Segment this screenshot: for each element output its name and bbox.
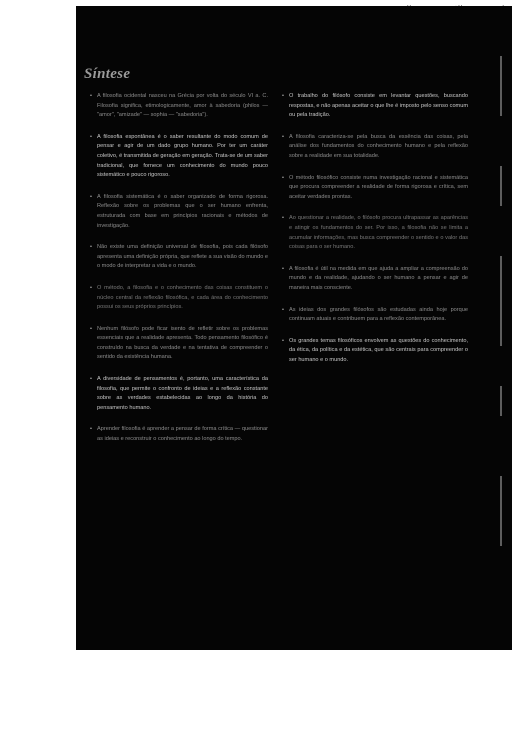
- paragraph: • O método filosófico consiste numa investigação racional e sistemática que procura compreender a realidade de forma rigorosa e crítica, sem aceitar verdades prontas.: [282, 174, 468, 203]
- paragraph: • O trabalho do filósofo consiste em levantar questões, buscando respostas, e não apenas aceitar o que lhe é imposto pelo senso comum ou pela tradição.: [282, 92, 468, 121]
- scan-edge-artifact: [500, 386, 502, 416]
- paragraph: • A diversidade de pensamentos é, portanto, uma característica da filosofia, que permite o confronto de ideias e a reflexão constante sobre as verdades estabelecidas ao longo da história do pensamento humano.: [90, 375, 268, 413]
- scan-edge-artifact: [500, 56, 502, 116]
- paragraph: • A filosofia espontânea é o saber resultante do modo comum de pensar e agir de um dado grupo humano. Por ter um caráter coletivo, é transmitida de geração em geração. Trata-se de um saber tradicional, que fornece um conhecimento do mundo pouco sistemático e pouco rigoroso.: [90, 133, 268, 181]
- paragraph: • Os grandes temas filosóficos envolvem as questões do conhecimento, da ética, da política e da estética, que são centrais para compreender o ser humano e o mundo.: [282, 337, 468, 366]
- scan-edge-artifact: [500, 166, 502, 206]
- paragraph: • A filosofia ocidental nasceu na Grécia por volta do século VI a. C. Filosofia significa, etimologicamente, amor à sabedoria (philos — "amor", "amizade" — sophia — "sabedoria").: [90, 92, 268, 121]
- paragraph: • A filosofia caracteriza-se pela busca da essência das coisas, pela análise dos fundamentos do conhecimento humano e pela reflexão sobre a realidade em sua totalidade.: [282, 133, 468, 162]
- left-column: [90, 92, 268, 457]
- scan-edge-artifact: [500, 476, 502, 546]
- paragraph: • As ideias dos grandes filósofos são estudadas ainda hoje porque continuam atuais e contribuem para a reflexão contemporânea.: [282, 306, 468, 325]
- right-column: [282, 92, 468, 377]
- paragraph: • Não existe uma definição universal de filosofia, pois cada filósofo apresenta uma definição própria, que reflete a sua visão do mundo e o modo de interpretar a vida e o mundo.: [90, 243, 268, 272]
- scan-edge-artifact: [500, 256, 502, 346]
- paragraph: • Aprender filosofia é aprender a pensar de forma crítica — questionar as ideias e reconstruir o conhecimento ao longo do tempo.: [90, 425, 268, 444]
- paragraph: • A filosofia sistemática é o saber organizado de forma rigorosa. Reflexão sobre os problemas que o ser humano enfrenta, estruturada com base em princípios racionais e métodos de investigação.: [90, 193, 268, 231]
- page-heading: Síntese: [84, 66, 131, 82]
- paragraph: • Nenhum filósofo pode ficar isento de refletir sobre os problemas essenciais que a realidade apresenta. Todo pensamento filosófico é construído na busca da verdade e na tentativa de compreender o sentido da existência humana.: [90, 325, 268, 363]
- paragraph: • Ao questionar a realidade, o filósofo procura ultrapassar as aparências e atingir os fundamentos do ser. Por isso, a filosofia não se limita a acumular informações, mas busca compreender o sentido e o valor das coisas para o ser humano.: [282, 214, 468, 252]
- paragraph: • A filosofia é útil na medida em que ajuda a ampliar a compreensão do mundo e da realidade, ajudando o ser humano a pensar e agir de maneira mais consciente.: [282, 265, 468, 294]
- scanned-page: [76, 6, 512, 650]
- paragraph: • O método, a filosofia e o conhecimento das coisas constituem o núcleo central da reflexão filosófica, e cada área do conhecimento possui os seus próprios princípios.: [90, 284, 268, 313]
